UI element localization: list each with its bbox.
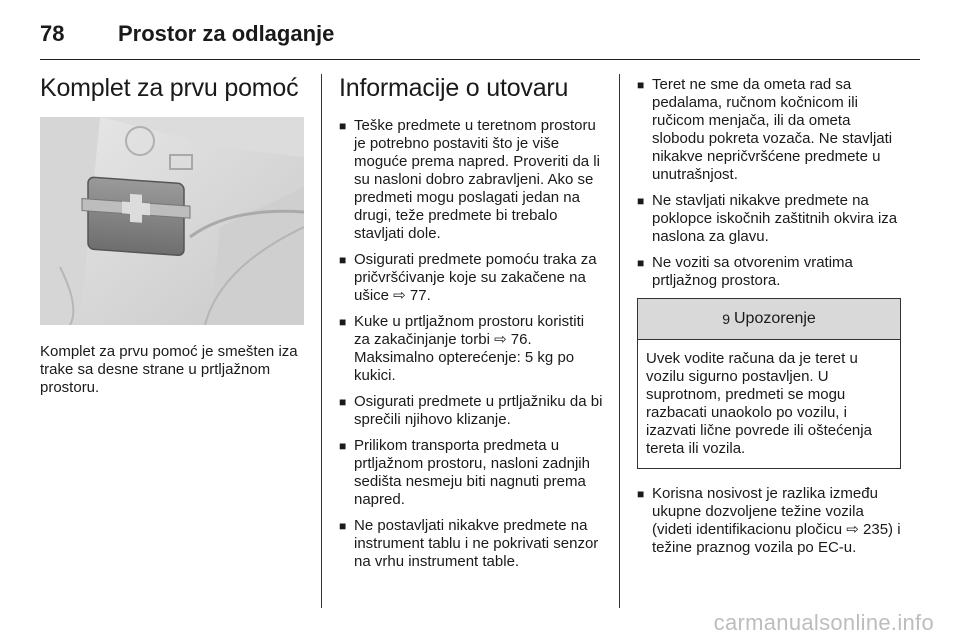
bullet-icon: ■ <box>637 256 645 270</box>
bullet-icon: ■ <box>637 194 645 208</box>
bullet-icon: ■ <box>339 395 347 409</box>
bullet-icon: ■ <box>339 119 347 133</box>
warning-header <box>638 299 900 340</box>
header-rule <box>40 59 920 60</box>
warning-text: Uvek vodite računa da je teret u vozilu sigurno postavljen. U suprotnom, predmeti se mogu razbacati unaokolo po vozilu, i izazvati lične povrede ili oštećenja tereta ili vozila. <box>646 350 872 457</box>
loading-info-heading: Informacije o utovaru <box>339 74 569 102</box>
bullet-icon: ■ <box>637 487 645 501</box>
right-column <box>637 62 901 565</box>
watermark: carmanualsonline.info <box>713 610 934 635</box>
bullet-icon: ■ <box>339 315 347 329</box>
list-item: ■ Teret ne sme da ometa rad sa pedalama, ručnom kočnicom ili ručicom menjača, ili da ometa slobodu pokreta vozača. Ne stavljati nikakve nepričvršćene predmete u unutrašnjost. <box>637 76 893 183</box>
bullet-icon: ■ <box>339 519 347 533</box>
bullet-icon: ■ <box>339 253 347 267</box>
warning-title: Upozorenje <box>733 310 816 327</box>
first-aid-kit-photo <box>40 117 304 325</box>
left-column <box>40 62 304 397</box>
first-aid-heading: Komplet za prvu pomoć <box>40 74 299 102</box>
column-divider-right <box>619 74 620 608</box>
list-item: ■ Ne voziti sa otvorenim vratima prtljažnog prostora. <box>637 254 853 289</box>
list-item: ■ Prilikom transporta predmeta u prtljažnom prostoru, nasloni zadnjih sedišta nesmeju biti nagnuti prema napred. <box>339 437 590 508</box>
page-header <box>40 14 920 54</box>
warning-icon: 9 <box>722 311 730 327</box>
list-item: ■ Ne postavljati nikakve predmete na instrument tablu i ne pokrivati senzor na vrhu instrument table. <box>339 517 599 570</box>
list-item: ■ Kuke u prtljažnom prostoru koristiti za zakačinjanje torbi ⇨ 76. Maksimalno opterećenje: 5 kg po kukici. <box>339 313 585 384</box>
list-item: ■ Korisna nosivost je razlika između ukupne dozvoljene težine vozila (videti identifikacionu pločicu ⇨ 235) i težine praznog vozila po EC-u. <box>637 485 901 556</box>
payload-list <box>637 485 901 557</box>
warning-box <box>637 298 901 469</box>
list-item: ■ Teške predmete u teretnom prostoru je potrebno postaviti što je više moguće prema napred. Proveriti da li su nasloni dobro zabravljeni. Ako se predmeti mogu poslagati jedan na drugi, teže predmete bi trebalo stavljati dole. <box>339 117 600 242</box>
list-item: ■ Ne stavljati nikakve predmete na poklopce iskočnih zaštitnih okvira iza naslona za glavu. <box>637 192 898 245</box>
column-divider-left <box>321 74 322 608</box>
bullet-icon: ■ <box>637 78 645 92</box>
list-item: ■ Osigurati predmete u prtljažniku da bi sprečili njihovo klizanje. <box>339 393 603 428</box>
list-item: ■ Osigurati predmete pomoću traka za pričvršćivanje koje su zakačene na ušice ⇨ 77. <box>339 251 597 304</box>
page-number: 78 <box>40 21 65 46</box>
bullet-icon: ■ <box>339 439 347 453</box>
page-title: Prostor za odlaganje <box>118 21 335 46</box>
loading-info-list <box>339 117 603 571</box>
middle-column <box>339 62 603 579</box>
loading-info-list-cont <box>637 76 901 290</box>
first-aid-caption: Komplet za prvu pomoć je smešten iza trake sa desne strane u prtljažnom prostoru. <box>40 343 298 396</box>
